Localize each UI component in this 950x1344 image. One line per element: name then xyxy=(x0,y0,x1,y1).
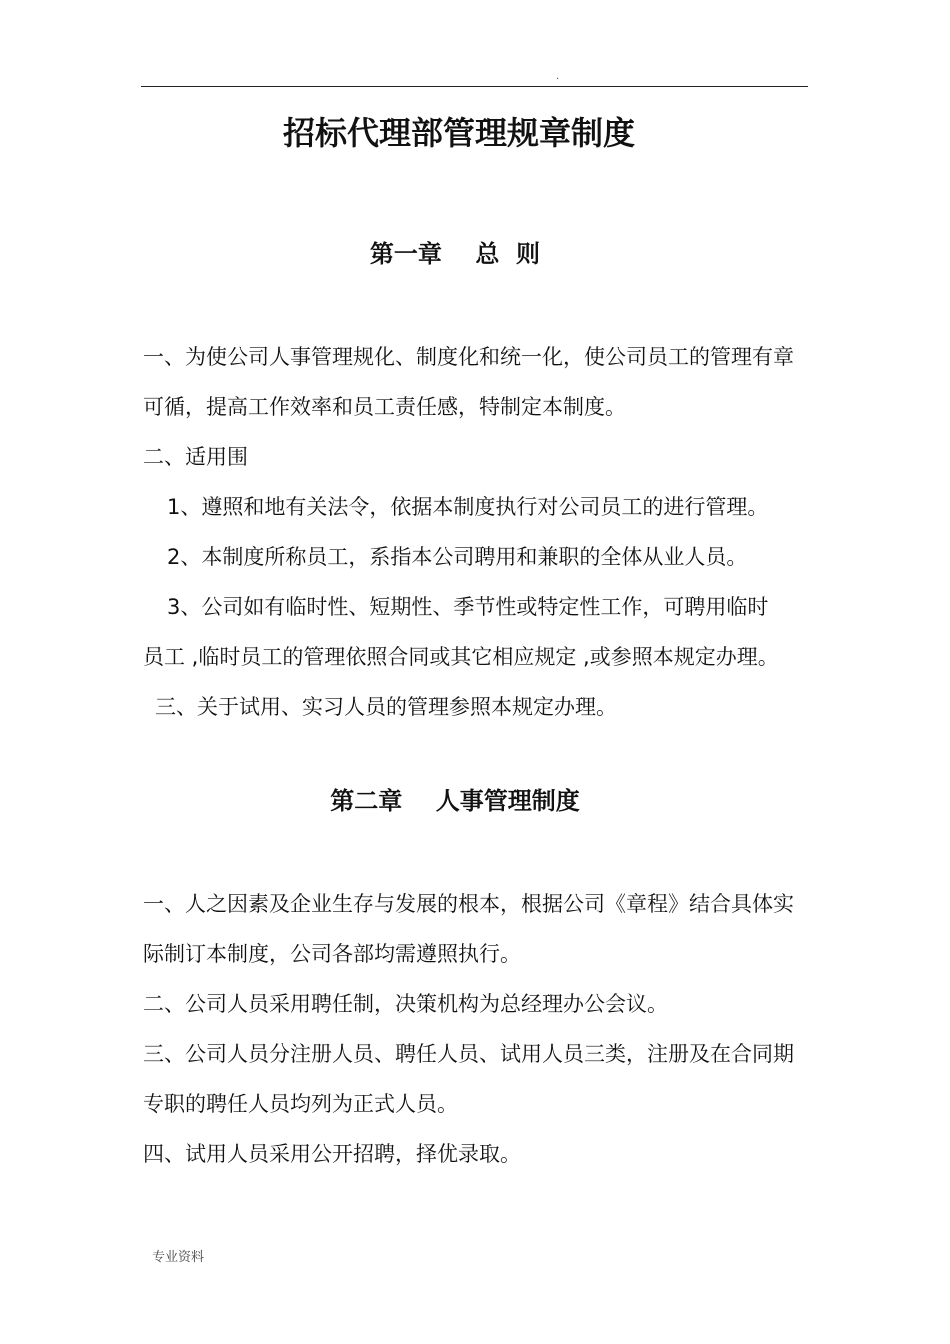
chapter-1-para-3: 三、关于试用、实习人员的管理参照本规定办理。 xyxy=(155,695,617,719)
chapter-2-heading: 第二章 人事管理制度 xyxy=(330,787,580,815)
chapter-2-body xyxy=(143,879,811,1179)
chapter-1-heading: 第一章 总 则 xyxy=(369,240,541,268)
chapter-1-item-3-line-1: 3、公司如有临时性、短期性、季节性或特定性工作，可聘用临时 xyxy=(167,595,769,619)
chapter-1-item-1: 1、遵照和地有关法令，依据本制度执行对公司员工的进行管理。 xyxy=(167,495,769,519)
chapter-1-body xyxy=(143,332,811,732)
header-rule xyxy=(141,86,808,87)
header-mark: . xyxy=(556,71,560,82)
chapter-1-item-2: 2、本制度所称员工，系指本公司聘用和兼职的全体从业人员。 xyxy=(167,545,748,569)
chapter-1-para-2: 二、适用围 xyxy=(143,445,248,469)
chapter-1-item-3-line-2: 员工 ,临时员工的管理依照合同或其它相应规定 ,或参照本规定办理。 xyxy=(143,645,779,669)
chapter-2-para-3: 三、公司人员分注册人员、聘任人员、试用人员三类，注册及在合同期专职的聘任人员均列为正式人员。 xyxy=(143,1042,794,1116)
chapter-1-para-1: 一、为使公司人事管理规化、制度化和统一化，使公司员工的管理有章可循，提高工作效率和员工责任感，特制定本制度。 xyxy=(143,345,794,419)
chapter-2-para-2: 二、公司人员采用聘任制，决策机构为总经理办公会议。 xyxy=(143,992,668,1016)
footer-label: 专业资料 xyxy=(152,1250,205,1265)
chapter-2-para-1: 一、人之因素及企业生存与发展的根本，根据公司《章程》结合具体实际制订本制度，公司各部均需遵照执行。 xyxy=(143,892,794,966)
chapter-2-para-4: 四、试用人员采用公开招聘，择优录取。 xyxy=(143,1142,521,1166)
document-title: 招标代理部管理规章制度 xyxy=(282,114,635,152)
